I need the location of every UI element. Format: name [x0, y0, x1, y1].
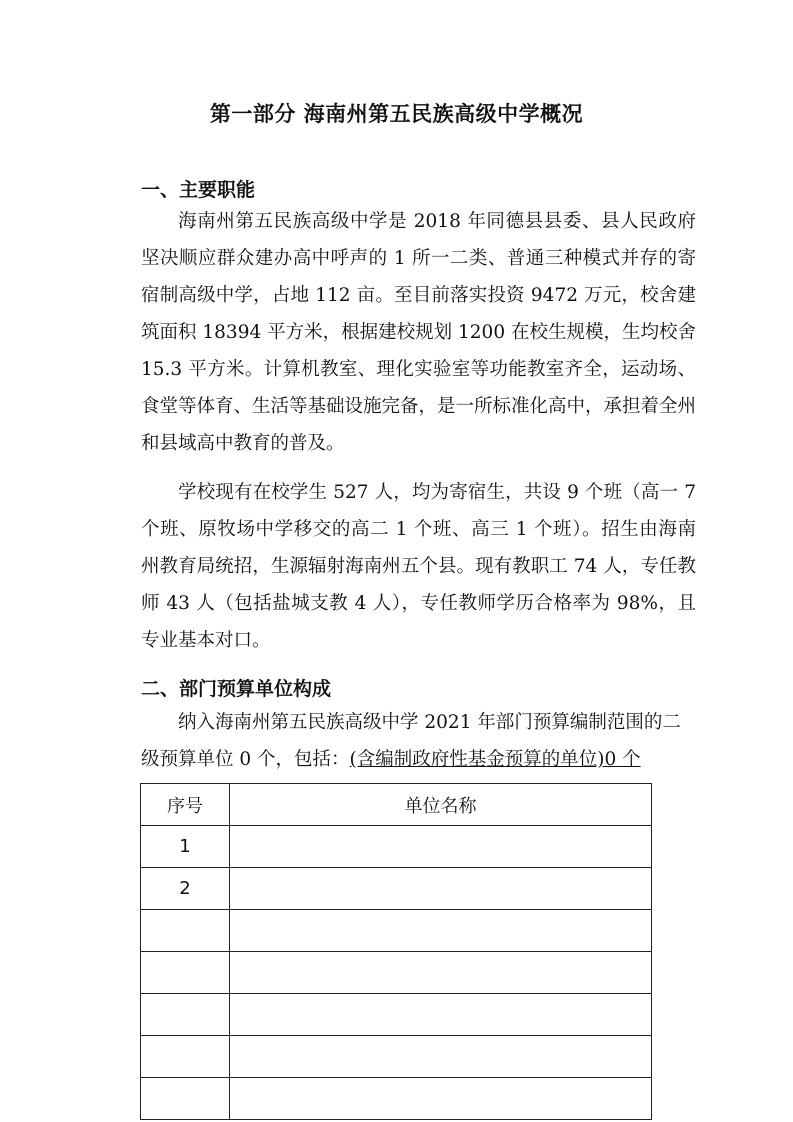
functions-paragraph-1: 海南州第五民族高级中学是 2018 年同德县县委、县人民政府坚决顺应群众建办高中呼声的 1 所一二类、普通三种模式并存的寄宿制高级中学，占地 112 亩。至目前落实投资 9472 万元，校舍建筑面积 18394 平方米，根据建校规划 1200 在校生规模，生均校舍 15.3 平方米。计算机教室、理化实验室等功能教室齐全，运动场、食堂等体育、生活等基础设施完备，是一所标准化高中，承担着全州和县域高中教育的普及。	[141, 211, 697, 454]
budget-units-table	[140, 783, 652, 1120]
cell-unit-name	[230, 994, 652, 1036]
table-row	[141, 952, 652, 994]
table-row	[141, 910, 652, 952]
table-row	[141, 994, 652, 1036]
table-row	[141, 1078, 652, 1120]
cell-unit-name	[230, 1036, 652, 1078]
header-index: 序号	[141, 784, 230, 826]
header-unit-name: 单位名称	[230, 784, 652, 826]
functions-paragraph-2: 学校现有在校学生 527 人，均为寄宿生，共设 9 个班（高一 7 个班、原牧场中学移交的高二 1 个班、高三 1 个班）。招生由海南州教育局统招，生源辐射海南州五个县。现有教职工 74 人，专任教师 43 人（包括盐城支教 4 人），专任教师学历合格率为 98%，且专业基本对口。	[141, 482, 696, 651]
cell-index: 1	[141, 826, 230, 868]
cell-index	[141, 1036, 230, 1078]
cell-unit-name	[230, 868, 652, 910]
cell-unit-name	[230, 952, 652, 994]
cell-unit-name	[230, 1078, 652, 1120]
table-row	[141, 826, 652, 868]
cell-index	[141, 1078, 230, 1120]
cell-index: 2	[141, 868, 230, 910]
section-heading-functions: 一、主要职能	[141, 179, 256, 201]
cell-unit-name	[230, 910, 652, 952]
table-row	[141, 1036, 652, 1078]
section-heading-budget-units: 二、部门预算单位构成	[141, 678, 332, 700]
table-header-row	[141, 784, 652, 826]
page-title: 第一部分 海南州第五民族高级中学概况	[209, 102, 584, 126]
budget-units-line-2	[141, 741, 696, 778]
cell-index	[141, 994, 230, 1036]
cell-index	[141, 952, 230, 994]
cell-index	[141, 910, 230, 952]
budget-units-line-1: 纳入海南州第五民族高级中学 2021 年部门预算编制范围的二	[178, 712, 681, 733]
table-row	[141, 868, 652, 910]
budget-units-line-2-underlined: (含编制政府性基金预算的单位)0 个	[349, 749, 641, 770]
cell-unit-name	[230, 826, 652, 868]
budget-units-line-2-prefix: 级预算单位 0 个，包括：	[141, 749, 350, 770]
